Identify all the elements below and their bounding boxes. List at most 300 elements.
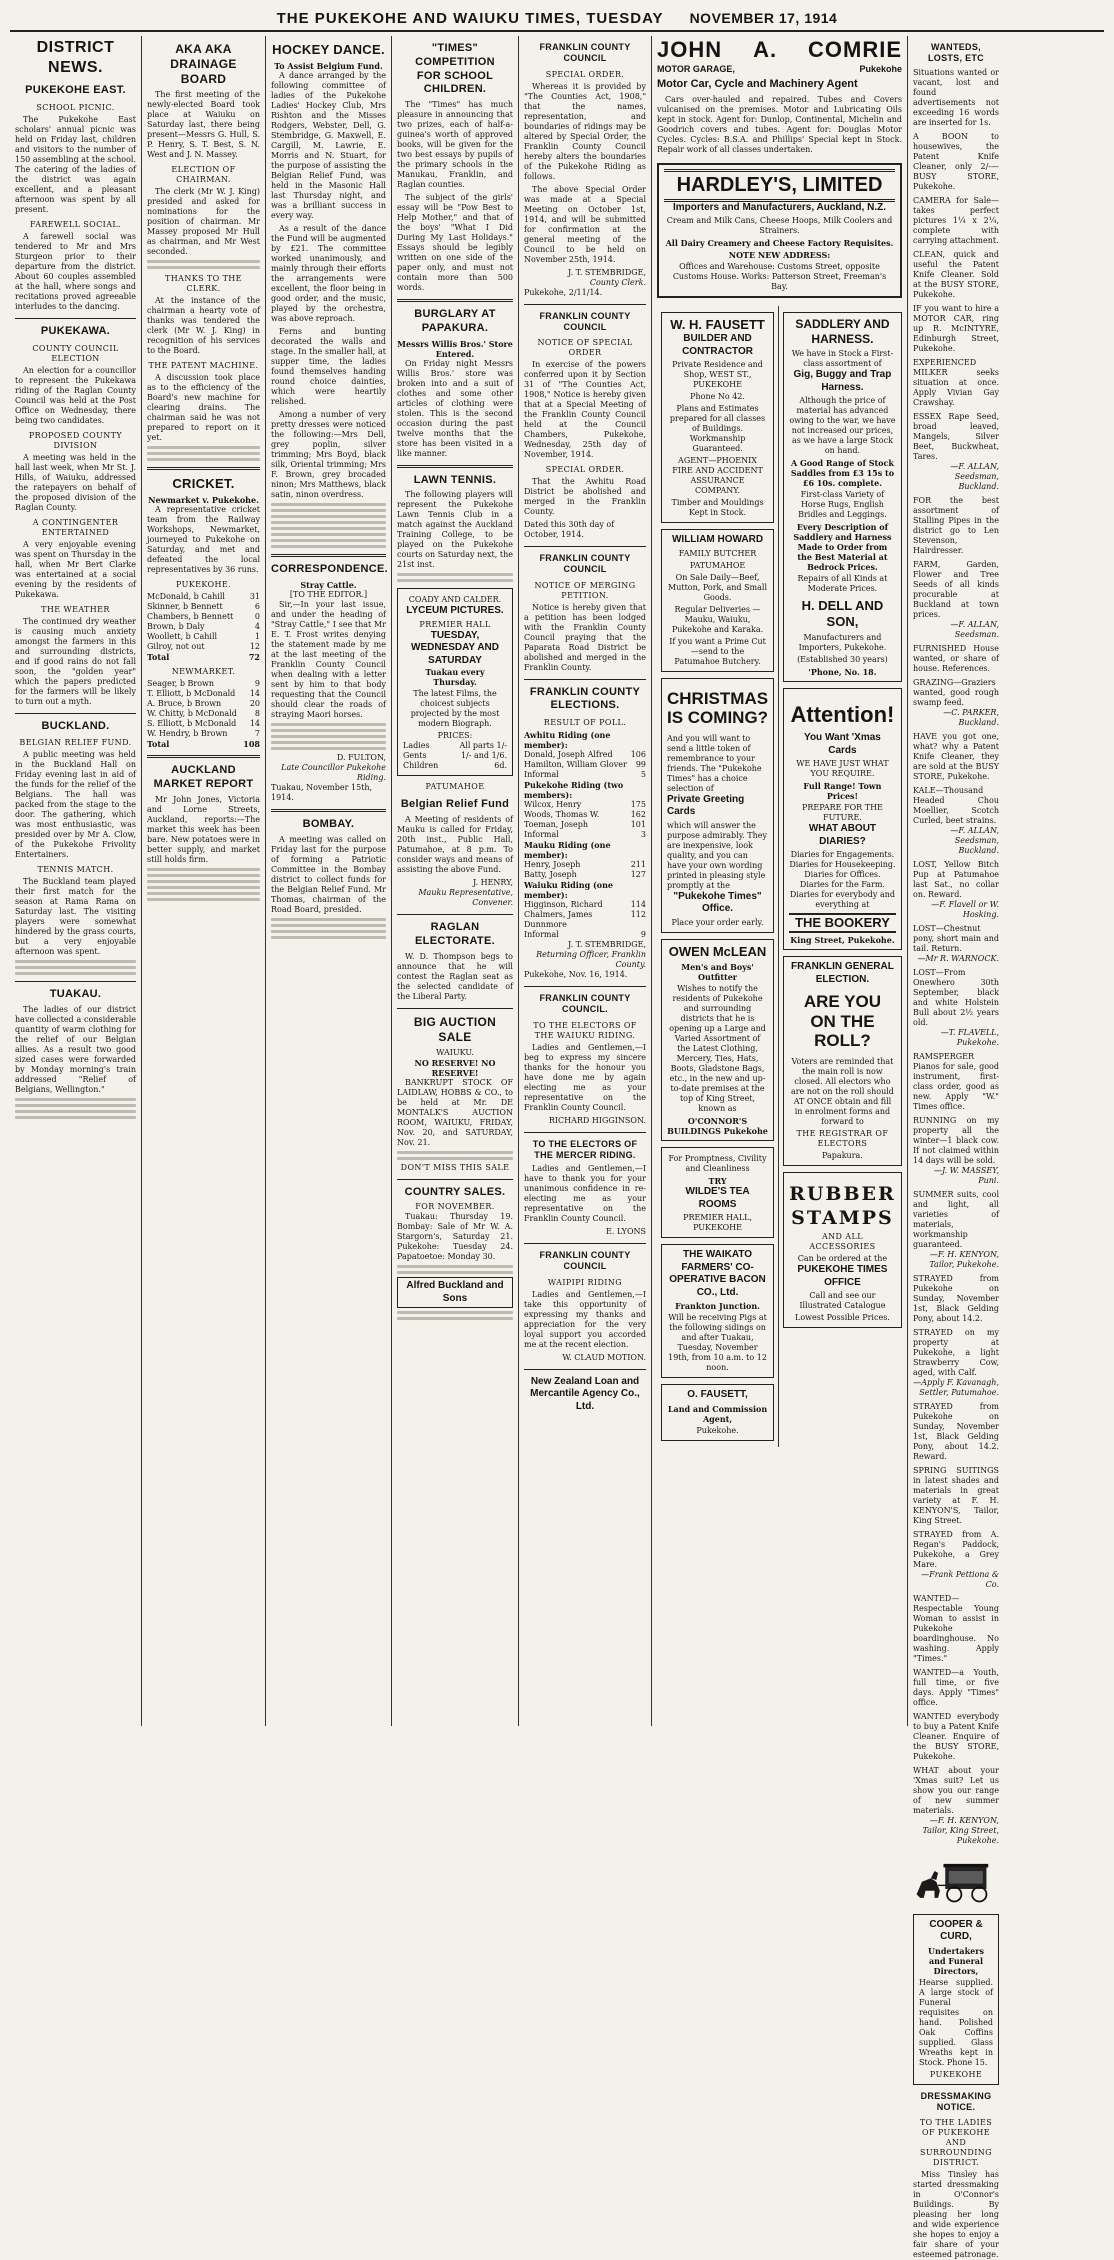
cooper-text: Hearse supplied. A large stock of Funeral requisites on hand. Polished Oak Coffins supplied. Glass Wreaths kept in Stock. Phone 15. <box>919 1977 993 2067</box>
price-row <box>403 741 507 751</box>
times-prices: Lowest Possible Prices. <box>795 1313 890 1323</box>
o-fausett-trade: Land and Commission Agent, <box>667 1403 768 1424</box>
scorecard-pukekohe <box>147 592 260 662</box>
poll-row <box>524 910 646 930</box>
divider <box>271 809 386 812</box>
poll-name: Higginson, Richard <box>524 900 603 909</box>
poll-votes: 106 <box>630 750 646 759</box>
divider <box>524 304 646 305</box>
notice-heading: TO THE ELECTORS OF THE MERCER RIDING. <box>532 1138 638 1160</box>
ad-text: The latest Films, the choicest subjects projected by the most modern Biograph. <box>410 689 500 729</box>
batsman: Woollett, b Cahill <box>147 632 218 642</box>
country-sales-sub: FOR NOVEMBER. <box>415 1202 495 1212</box>
score-row <box>147 632 260 642</box>
article-paragraph: A very enjoyable evening was spent on Thursday in the hall, when Mr Bert Clarke was entertained at a social evening by the residents of Pukekawa. <box>15 539 136 599</box>
text-line-placeholder <box>271 539 386 542</box>
score-row <box>147 592 260 602</box>
poll-name: Informal <box>524 770 559 779</box>
wanted-list <box>913 132 999 1846</box>
saddlery-text: We have in Stock a First-class assortment of <box>791 349 894 368</box>
classified-advertiser: —C. PARKER, Buckland. <box>943 707 999 727</box>
divider <box>524 546 646 547</box>
roll-text: Voters are reminded that the main roll is now closed. All electors who are not on the roll should AT ONCE obtain and fill in enrolment forms and forward to <box>790 1056 894 1126</box>
tennis-heading: LAWN TENNIS. <box>413 473 497 486</box>
article-paragraph: The Pukekohe East scholars' annual picnic was held on Friday last, children and visitors to the number of 150 assembling at the school. The catering of the ladies of the district was again excellent, and a pleasant afternoon was spent by all present. <box>15 114 136 214</box>
classified-ad <box>913 412 999 492</box>
saddles-range: A Good Range of Stock Saddles from £3 15s to £6 10s. complete. <box>790 458 895 488</box>
score-row <box>147 709 260 719</box>
subheading: THE PATENT MACHINE. <box>148 361 259 370</box>
article-heading: HOCKEY DANCE. <box>272 42 385 57</box>
bookery-name: THE BOOKERY <box>789 913 896 933</box>
classified-ad <box>913 1530 999 1590</box>
classified-ad <box>913 1402 999 1462</box>
divider <box>271 554 386 557</box>
batsman: Skinner, b Bennett <box>147 602 223 612</box>
classified-ad <box>913 1766 999 1846</box>
classified-ad <box>913 1668 999 1708</box>
hearse-icon <box>913 1852 999 1908</box>
wanteds-heading: WANTEDS, LOSTS, ETC <box>927 42 984 64</box>
poll-name: Henry, Joseph <box>524 860 581 869</box>
poll-row <box>524 730 646 750</box>
poll-row <box>524 780 646 800</box>
classified-ad <box>913 304 999 354</box>
classified-ad <box>913 1190 999 1270</box>
divider <box>15 981 136 982</box>
classified-text: SPRING SUITINGS in latest shades and materials in great variety at F. H. KENYON'S, Tailor, King Street. <box>913 1465 999 1525</box>
rubber-stamps-heading: RUBBER STAMPS <box>789 1182 896 1229</box>
classified-text: HAVE you got one, what? why a Patent Knife Cleaner, they are sold at the BUSY STORE, Pukekohe. <box>913 731 999 781</box>
classified-text: STRAYED from Pukekohe on Sunday, November 1st, Black Gelding Pony, about 14.2. Reward. <box>913 1401 999 1461</box>
correspondence-heading: CORRESPONDENCE. <box>271 563 388 576</box>
auction-reserve: NO RESERVE! NO RESERVE! <box>414 1057 496 1078</box>
attention-range: Full Range! Town Prices! <box>803 781 882 801</box>
poll-votes: 5 <box>640 770 646 779</box>
subheading: SCHOOL PICNIC. <box>36 102 115 112</box>
waikato-name: THE WAIKATO FARMERS' CO-OPERATIVE BACON CO., Ltd. <box>669 1249 766 1298</box>
hardleys-address: Offices and Warehouse: Customs Street, opposite Customs House. Works: Patterson Street, Freeman's Bay. <box>672 262 887 291</box>
wilde-try: TRY <box>708 1176 727 1187</box>
dell-name: H. DELL AND SON, <box>801 598 884 630</box>
classified-ad <box>913 496 999 556</box>
price-value: 1/- and 1/6. <box>460 751 507 761</box>
poll-name: Informal <box>524 930 559 939</box>
classified-ad <box>913 132 999 192</box>
market-heading: AUCKLAND MARKET REPORT <box>153 764 254 790</box>
classified-text: IF you want to hire a MOTOR CAR, ring up R. McINTYRE, Edinburgh Street, Pukekohe. <box>913 303 999 353</box>
hardleys-line: Cream and Milk Cans, Cheese Hoops, Milk Coolers and Strainers. <box>666 216 893 235</box>
batsman: A. Bruce, b Brown <box>147 699 222 709</box>
notice-paragraph: W. D. Thompson begs to announce that he will contest the Raglan seat as the selected candidate of the Liberal Party. <box>397 951 513 1001</box>
classified-ad <box>913 1274 999 1324</box>
article-paragraph: The subject of the girls' essay will be "Pow Best to Help Mother," and that of the boys' "What I Did During My Last Holidays." Essays should be legibly written on one side of the paper only, and must not contain more than 500 words. <box>397 193 513 292</box>
poll-name: Wilcox, Henry <box>524 800 582 809</box>
text-line-placeholder <box>271 527 386 530</box>
christmas-cards: Private Greeting Cards <box>667 793 745 818</box>
subheading: FAREWELL SOCIAL. <box>29 219 122 229</box>
classified-text: EXPERIENCED MILKER seeks situation at once. Apply Vivian Gay Crawshay. <box>913 357 999 407</box>
price-row <box>403 751 507 761</box>
text-line-placeholder <box>397 1151 513 1154</box>
price-value: 6d. <box>494 761 507 771</box>
poll-name: Pukekohe Riding (two members): <box>524 780 624 800</box>
score-row <box>147 689 260 699</box>
notice-signature: W. CLAUD MOTION. <box>562 1352 646 1362</box>
classified-text: LOST, Yellow Bitch Pup at Patumahoe last Sat., no collar on. Reward. <box>913 859 999 899</box>
runs: 0 <box>254 612 260 622</box>
classified-text: FARM, Garden, Flower and Tree Seeds of all kinds procurable at Buckland at town prices. <box>913 559 999 619</box>
score-row <box>147 622 260 632</box>
fausett-text: Plans and Estimates prepared for all classes of Buildings. Workmanship Guaranteed. <box>669 404 766 454</box>
article-paragraph: Ferns and bunting decorated the walls and stage. In the smaller hall, at supper time, the ladies found themselves handing round choice dainties, which were heartily relished. <box>271 327 386 407</box>
text-line-placeholder <box>271 533 386 536</box>
subheading: COUNTY COUNCIL ELECTION <box>32 343 119 363</box>
batsman: McDonald, b Cahill <box>147 592 225 602</box>
classified-ad <box>913 250 999 300</box>
divider <box>397 914 513 915</box>
price-row <box>403 761 507 771</box>
waikato-town: Frankton Junction. <box>675 1301 760 1312</box>
classified-ad <box>913 924 999 964</box>
auction-dont-miss: DON'T MISS THIS SALE <box>400 1162 510 1172</box>
article-paragraph: A farewell social was tendered to Mr and Mrs Sturgeon prior to their departure from the district. About 60 couples assembled at the hall, where songs and recitations proved agreeable interludes to the dancing. <box>15 231 136 311</box>
text-line-placeholder <box>15 1104 136 1107</box>
divider <box>397 465 513 468</box>
notice-signature-title: Returning Officer, Franklin County. <box>536 950 646 969</box>
classified-ad <box>913 786 999 856</box>
rubber-stamps-order: Can be ordered at the <box>797 1254 888 1264</box>
team-name: NEWMARKET. <box>171 667 236 677</box>
bombay-heading: BOMBAY. <box>302 818 355 830</box>
article-paragraph: A public meeting was held in the Buckland Hall on Friday evening last in aid of the funds for the relief of the Belgians. The hall was packed from the stage to the door. The gathering, which was most enthusiastic, was presided over by Mr A. Clow, of the Pukekohe Frivolity Entertainers. <box>15 750 136 860</box>
notice-heading: FRANKLIN COUNTY COUNCIL <box>539 553 631 575</box>
text-line-placeholder <box>147 898 260 901</box>
notice-signature: RICHARD HIGGINSON. <box>548 1115 646 1125</box>
price-item: Ladies <box>403 741 430 751</box>
mclean-name: OWEN McLEAN <box>668 943 767 959</box>
text-line-placeholder <box>397 1265 513 1268</box>
rubber-stamps-ad <box>783 1172 902 1329</box>
burglary-subheading: Messrs Willis Bros.' Store Entered. <box>397 338 513 359</box>
poll-name: Awhitu Riding (one member): <box>524 730 611 750</box>
classified-ad <box>913 644 999 674</box>
wilde-text: For Promptness, Civility and Cleanliness <box>668 1154 767 1174</box>
poll-votes: 112 <box>630 910 646 919</box>
comrie-mid: A. <box>753 37 778 62</box>
total-runs: 108 <box>243 739 260 750</box>
text-line-placeholder <box>397 579 513 582</box>
classified-text: LOST—Chestnut pony, short main and tail. Return. <box>913 923 999 953</box>
classified-ad <box>913 196 999 246</box>
classified-text: STRAYED on my property at Pukekohe, a light Strawberry Cow, aged, with Calf. <box>913 1327 999 1377</box>
text-line-placeholder <box>147 886 260 889</box>
o-fausett-ad <box>661 1384 774 1441</box>
classified-ad <box>913 1328 999 1398</box>
times-office: PUKEKOHE TIMES OFFICE <box>797 1264 888 1288</box>
text-line-placeholder <box>271 918 386 921</box>
poll-row <box>524 900 646 910</box>
masthead-date: NOVEMBER 17, 1914 <box>689 10 838 26</box>
runs: 7 <box>254 729 260 739</box>
text-line-placeholder <box>397 1157 513 1160</box>
district-news-heading: DISTRICT NEWS. <box>36 39 115 76</box>
poll-row <box>524 820 646 830</box>
roll-heading: ARE YOU ON THE ROLL? <box>803 992 882 1051</box>
to-the-editor: [TO THE EDITOR.] <box>289 590 368 599</box>
wanteds-intro: Situations wanted or vacant, lost and found advertisements not exceeding 16 words are inserted for 1s. <box>913 67 999 127</box>
christmas-text2: which will answer the purpose admirably. They are inexpensive, look quality, and you can have your own wording printed in pleasing style promptly at the <box>667 820 768 890</box>
runs: 4 <box>254 622 260 632</box>
poll-name: Donald, Joseph Alfred <box>524 750 613 759</box>
classified-advertiser: —F. ALLAN, Seedsman. <box>950 619 999 639</box>
batsman: Gilroy, not out <box>147 642 205 652</box>
auction-place: WAIUKU. <box>436 1047 474 1057</box>
classified-advertiser: —J. W. MASSEY, Puni. <box>933 1165 999 1185</box>
alfred-buckland: Alfred Buckland and Sons <box>397 1277 513 1308</box>
notice-paragraph: In exercise of the powers conferred upon it by Section 31 of "The Counties Act, 1908," Notice is hereby given that at a Special Meeting of the Franklin County Council held at the Council Chambers, Pukekohe, Wednesday, 25th day of November, 1914. <box>524 360 646 459</box>
letter-signature: D. FULTON, <box>336 753 386 762</box>
poll-votes: 99 <box>635 760 646 769</box>
classified-text: RUNNING on my property all the winter—1 black cow. If not claimed within 14 days will be sold. <box>913 1115 999 1165</box>
poll-votes: 211 <box>630 860 646 869</box>
text-line-placeholder <box>147 892 260 895</box>
divider <box>397 1008 513 1009</box>
batsman: T. Elliott, b McDonald <box>147 689 236 699</box>
poll-name: Batty, Joseph <box>524 870 577 879</box>
christmas-heading: CHRISTMAS IS COMING? <box>667 688 769 728</box>
score-total <box>147 739 260 749</box>
classified-text: WHAT about your 'Xmas suit? Let us show you our range of new summer materials. <box>913 1765 999 1815</box>
notice-heading: FRANKLIN COUNTY COUNCIL <box>539 310 631 332</box>
patumahoe-label: PATUMAHOE <box>425 782 485 792</box>
dressmaking-sub: TO THE LADIES OF PUKEKOHE AND SURROUNDING DISTRICT. <box>919 2118 993 2167</box>
howard-text: On Sale Daily—Beef, Mutton, Pork, and Small Goods. <box>668 572 768 602</box>
poll-row <box>524 880 646 900</box>
text-line-placeholder <box>147 880 260 883</box>
score-row <box>147 612 260 622</box>
mclean-ad <box>661 939 774 1141</box>
poll-name: Woods, Thomas W. <box>524 810 600 819</box>
batsman: W. Chitty, b McDonald <box>147 709 237 719</box>
score-total <box>147 652 260 662</box>
classified-ad <box>913 1466 999 1526</box>
letter-paragraph: Sir,—In your last issue, and under the heading of "Stray Cattle," I see that Mr E. T. Frost writes denying the statement made by me at the last meeting of the Franklin County Council when dealing with a letter sent by him to that body requesting that the Council should clear the roads of straying Maori horses. <box>271 600 386 719</box>
text-line-placeholder <box>15 1110 136 1113</box>
article-paragraph: The "Times" has much pleasure in announcing that two prizes, each of half-a-guinea's worth of approved books, will be given for the two best essays by pupils of the primary schools in the Manukau, Franklin, and Raglan counties. <box>397 100 513 189</box>
poll-votes: 3 <box>640 830 646 839</box>
batsman: Chambers, b Bennett <box>147 612 234 622</box>
notice-heading: FRANKLIN COUNTY COUNCIL <box>539 1250 631 1272</box>
comrie-garage: MOTOR GARAGE, <box>657 63 735 74</box>
article-heading-line2: FOR SCHOOL CHILDREN. <box>416 69 494 96</box>
divider <box>524 986 646 987</box>
notice-paragraph: That the Awhitu Road District be abolished and merged in the Franklin County. <box>524 477 646 516</box>
raglan-heading: RAGLAN ELECTORATE. <box>415 921 495 947</box>
text-line-placeholder <box>147 452 260 455</box>
ad-days: TUESDAY, WEDNESDAY AND SATURDAY <box>411 629 499 666</box>
saddles-text: First-class Variety of Horse Rugs, English Bridles and Leggings. <box>798 490 887 519</box>
ad-venue: PREMIER HALL <box>419 619 491 629</box>
subheading: TENNIS MATCH. <box>37 865 114 875</box>
attention-have: WE HAVE JUST WHAT YOU REQUIRE. <box>796 759 889 778</box>
article-paragraph: Among a number of very pretty dresses were noticed the following:—Mrs Dell, grey poplin, silver trimming; Mrs Boyd, black silk, Oriental trimming; Mrs F. Brown, grey brocaded ninon; Mrs Matthews, black satin, ninon overdress. <box>271 410 386 500</box>
classified-text: STRAYED from A. Regan's Paddock, Pukekohe, a Grey Mare. <box>913 1529 999 1569</box>
comrie-name <box>657 36 902 64</box>
text-line-placeholder <box>397 573 513 576</box>
christmas-order: Place your order early. <box>671 917 764 927</box>
mclean-text: Wishes to notify the residents of Pukekohe and surrounding districts that he is opening up a Large and Varied Assortment of the Latest Clothing, Mercery, Ties, Hats, Boots, Gladstone Bags, etc., in the new and up-to-date premises at the top of King Street, known as <box>669 984 766 1114</box>
notice-heading: FRANKLIN COUNTY COUNCIL. <box>539 993 631 1015</box>
masthead-title: THE PUKEKOHE AND WAIUKU TIMES, TUESDAY <box>276 9 664 27</box>
ad-title: LYCEUM PICTURES. <box>406 605 504 617</box>
poll-row <box>524 800 646 810</box>
bookery-address: King Street, Pukekohe. <box>790 935 895 946</box>
classified-advertiser: —F. H. KENYON, Tailor, King Street, Pukekohe. <box>922 1815 999 1845</box>
attention-want: You Want 'Xmas Cards <box>804 732 881 756</box>
attention-prepare: PREPARE FOR THE FUTURE. <box>801 803 883 822</box>
score-row <box>147 642 260 652</box>
attention-diaries: WHAT ABOUT DIARIES? <box>808 823 877 847</box>
article-paragraph: The first meeting of the newly-elected Board took place at Waiuku on Saturday last, there being present—Messrs G. Hull, S. P. Henry, S. T. Best, S. N. West and J. N. Massey. <box>147 90 260 159</box>
notice-signature: J. HENRY, <box>472 878 513 887</box>
fausett-phone: Phone No 42. <box>690 392 745 402</box>
correspondence-subheading: Stray Cattle. <box>300 580 357 590</box>
text-line-placeholder <box>271 930 386 933</box>
poll-name: Toeman, Joseph <box>524 820 588 829</box>
subheading: THANKS TO THE CLERK. <box>165 274 242 293</box>
classified-ad <box>913 1712 999 1762</box>
notice-paragraph: Ladies and Gentlemen,—I take this opportunity of expressing my thanks and appreciation for the very loyal support you accorded me at the recent election. <box>524 1289 646 1349</box>
classified-advertiser: —Frank Pettiona & Co. <box>921 1569 999 1589</box>
runs: 14 <box>249 689 260 699</box>
text-line-placeholder <box>397 1271 513 1274</box>
notice-paragraph: Whereas it is provided by "The Counties Act, 1908," that the names, representation, and boundaries of ridings may be altered by Special Order, the Franklin County Council hereby alters the boundaries of the Pukekohe Riding as follows. <box>524 81 646 181</box>
divider <box>147 467 260 470</box>
divider <box>15 713 136 714</box>
notice-paragraph: Notice is hereby given that a petition has been lodged with the Franklin County Council praying that the Paparata Road District be abolished and merged in the Franklin County. <box>524 602 646 672</box>
poll-row <box>524 770 646 780</box>
notice-subheading: WAIPIPI RIDING <box>547 1277 623 1287</box>
text-line-placeholder <box>271 503 386 506</box>
subheading: A CONTINGENTER ENTERTAINED <box>32 517 119 537</box>
christmas-office: "Pukekohe Times" Office. <box>673 890 762 915</box>
price-item: Children <box>403 761 439 771</box>
times-catalogue: Call and see our Illustrated Catalogue <box>799 1291 886 1311</box>
burglary-heading: BURGLARY AT PAPAKURA. <box>414 308 496 334</box>
article-paragraph: A discussion took place as to the efficiency of the Board's new machine for clearing drains. The chairman said he was not prepared to report on it yet. <box>147 373 260 442</box>
divider <box>524 679 646 680</box>
classified-ad <box>913 1116 999 1186</box>
classified-ad <box>913 560 999 640</box>
article-paragraph: A representative cricket team from the Railway Workshops, Newmarket, journeyed to Pukekohe on Saturday, and met and defeated the local representatives by 36 runs. <box>147 505 260 575</box>
notice-date: Pukekohe, Nov. 16, 1914. <box>524 970 628 979</box>
dressmaking-heading: DRESSMAKING NOTICE. <box>920 2090 992 2112</box>
classified-advertiser: —Mr R. WARNOCK. <box>917 953 999 963</box>
poll-row <box>524 760 646 770</box>
text-line-placeholder <box>271 729 386 732</box>
saddles-text3: Repairs of all Kinds at Moderate Prices. <box>797 574 888 593</box>
masthead <box>10 6 1104 32</box>
classified-text: GRAZING—Graziers wanted, good rough swamp feed. <box>913 677 999 707</box>
notice-heading: FRANKLIN COUNTY COUNCIL <box>539 42 631 64</box>
comrie-ad <box>657 36 902 155</box>
waikato-ad <box>661 1244 774 1378</box>
classified-advertiser: —Apply F. Kavanagh, Settler, Patumahoe. <box>913 1377 999 1397</box>
text-line-placeholder <box>15 960 136 963</box>
runs: 8 <box>254 709 260 719</box>
classified-text: FURNISHED House wanted, or share of house. References. <box>913 643 999 673</box>
classified-text: CAMERA for Sale—takes perfect pictures 1¼ x 2¼, complete with carrying attachment. <box>913 195 999 245</box>
article-paragraph: The continued dry weather is causing much anxiety amongst the farmers in this and surrounding districts, and if good rains do not fall soon, the "golden year" which the papers predicted for the farmers will be likely to turn out a myth. <box>15 616 136 706</box>
howard-ad <box>661 529 774 672</box>
comrie-tagline: Motor Car, Cycle and Machinery Agent <box>657 77 858 90</box>
article-paragraph: A meeting was called on Friday last for the purpose of forming a Patriotic Committee in the Bombay district to collect funds for the Belgian Relief Fund. Mr Thomas, chairman of the Road Board, presided. <box>271 834 386 914</box>
text-line-placeholder <box>271 515 386 518</box>
text-line-placeholder <box>271 509 386 512</box>
mclean-buildings: O'CONNOR'S BUILDINGS Pukekohe <box>667 1116 768 1137</box>
article-paragraph: Mr John Jones, Victoria and Lorne Streets, Auckland, reports:—The market this week has been bare. New potatoes were in better supply, and market still holds firm. <box>147 794 260 864</box>
fausett-timber: Timber and Mouldings Kept in Stock. <box>671 498 764 518</box>
notice-paragraph: A Meeting of residents of Mauku is called for Friday, 20th inst., Public Hall, Patumahoe, at 8 p.m. To consider ways and means of assisting the above Fund. <box>397 815 513 874</box>
letter-signature-title: Late Councillor Pukekohe Riding. <box>281 763 386 782</box>
fausett-address: Private Residence and Shop, WEST ST., PUKEKOHE <box>672 360 763 390</box>
total-label: Total <box>147 739 170 750</box>
hardleys-name: HARDLEY'S, LIMITED <box>664 169 895 202</box>
hearse-illustration <box>913 1852 999 1908</box>
comrie-first: JOHN <box>657 37 723 62</box>
poll-row <box>524 870 646 880</box>
ad-split-left <box>657 306 779 1447</box>
subheading: BELGIAN RELIEF FUND. <box>19 738 132 748</box>
score-row <box>147 729 260 739</box>
poll-name: Mauku Riding (one member): <box>524 840 611 860</box>
score-row <box>147 699 260 709</box>
bookery-ad <box>783 688 902 951</box>
text-line-placeholder <box>147 874 260 877</box>
saddlery-heading: SADDLERY AND HARNESS. <box>795 317 890 346</box>
poll-name: Hamilton, William Glover <box>524 760 627 769</box>
poll-row <box>524 840 646 860</box>
cricket-heading: CRICKET. <box>172 476 235 491</box>
column-wanteds <box>908 36 1004 2259</box>
attention-heading: Attention! <box>790 701 895 727</box>
notice-signature: J. T. STEMBRIDGE, <box>567 267 646 277</box>
column-advertisements <box>652 36 908 1726</box>
classified-advertiser: —F. Flavell or W. Hosking. <box>931 899 999 919</box>
saddlery-ad <box>783 312 902 682</box>
text-line-placeholder <box>271 924 386 927</box>
howard-name: WILLIAM HOWARD <box>671 534 764 546</box>
rubber-stamps-accessories: AND ALL ACCESSORIES <box>809 1232 876 1252</box>
prices-label: PRICES: <box>437 731 473 741</box>
text-line-placeholder <box>147 260 260 263</box>
score-row <box>147 679 260 689</box>
notice-signature-title: County Clerk. <box>589 277 646 287</box>
howard-text3: If you want a Prime Cut—send to the Patumahoe Butchery. <box>669 636 766 666</box>
column-hockey-correspondence <box>266 36 392 1726</box>
runs: 1 <box>254 632 260 642</box>
score-row <box>147 602 260 612</box>
dell-trade: Manufacturers and Importers, Pukekohe. <box>798 632 887 652</box>
poll-votes: 127 <box>630 870 646 879</box>
poll-votes: 114 <box>630 900 646 909</box>
batsman: Seager, b Brown <box>147 679 215 689</box>
column-drainage-cricket <box>142 36 266 1726</box>
christmas-ad <box>661 678 774 933</box>
notice-subheading: TO THE ELECTORS OF THE WAIUKU RIDING. <box>533 1020 637 1040</box>
poll-row <box>524 930 646 940</box>
